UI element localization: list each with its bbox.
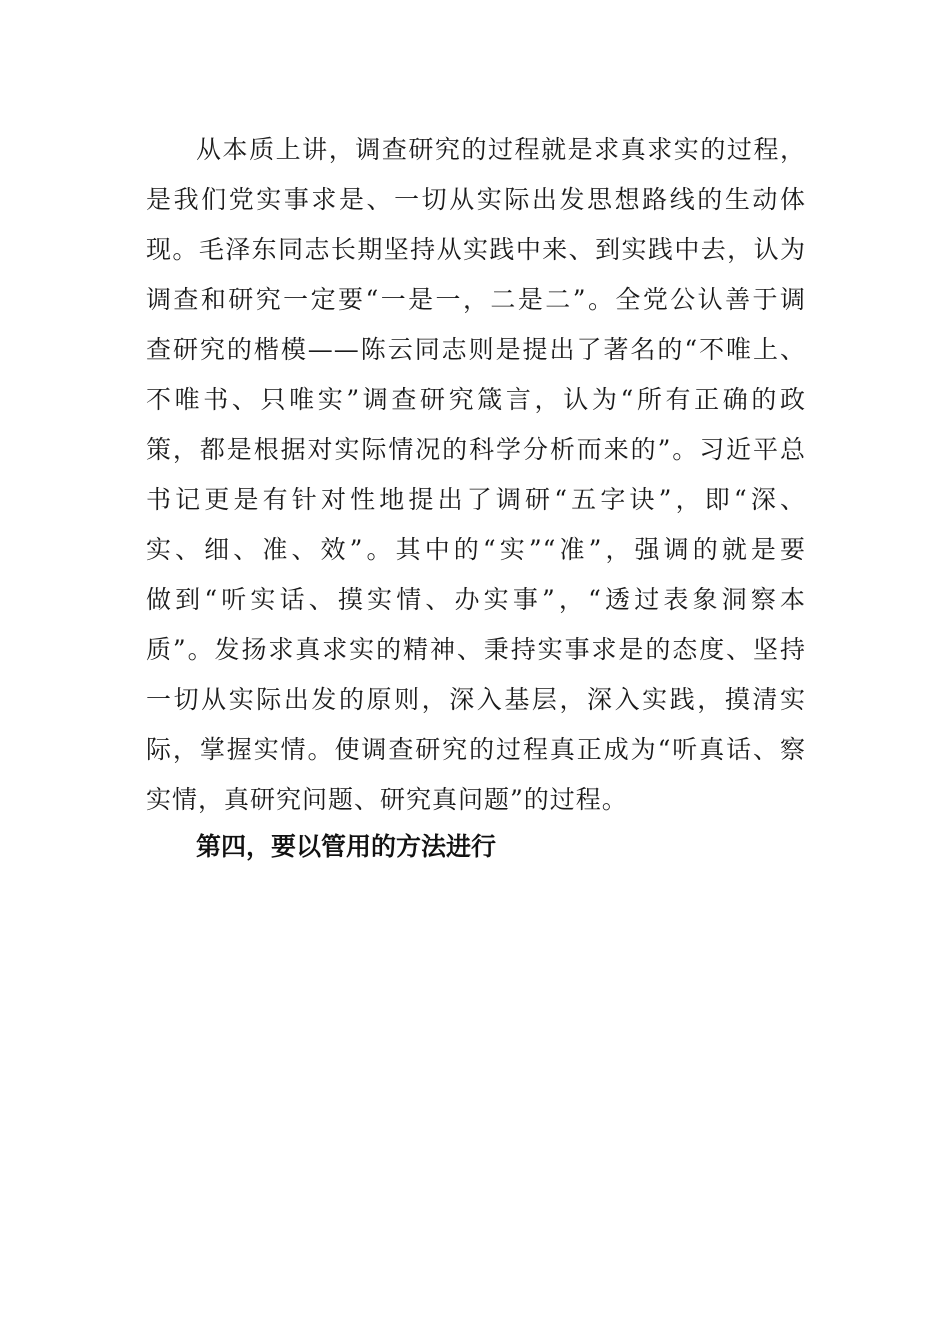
section-heading: 第四，要以管用的方法进行	[196, 832, 497, 861]
paragraph-line: 是我们党实事求是、一切从实际出发思想路线的生动体	[146, 185, 806, 214]
paragraph-line: 调查和研究一定要“一是一，二是二”。全党公认善于调	[146, 285, 806, 314]
paragraph-line: 际，掌握实情。使调查研究的过程真正成为“听真话、察	[146, 735, 806, 764]
paragraph-line: 策，都是根据对实际情况的科学分析而来的”。习近平总	[146, 435, 806, 464]
paragraph-line: 查研究的楷模——陈云同志则是提出了著名的“不唯上、	[146, 335, 806, 364]
paragraph-line: 实、细、准、效”。其中的“实”“准”，强调的就是要	[146, 535, 806, 564]
body-paragraph	[146, 125, 806, 825]
paragraph-line: 一切从实际出发的原则，深入基层，深入实践，摸清实	[146, 685, 806, 714]
paragraph-line: 不唯书、只唯实”调查研究箴言，认为“所有正确的政	[146, 385, 806, 414]
paragraph-line: 现。毛泽东同志长期坚持从实践中来、到实践中去，认为	[146, 235, 806, 264]
paragraph-line: 书记更是有针对性地提出了调研“五字诀”，即“深、	[146, 485, 806, 514]
paragraph-line: 实情，真研究问题、研究真问题”的过程。	[146, 785, 628, 814]
paragraph-line: 从本质上讲，调查研究的过程就是求真求实的过程，	[196, 135, 806, 164]
paragraph-line: 做到“听实话、摸实情、办实事”，“透过表象洞察本	[146, 585, 806, 614]
paragraph-line: 质”。发扬求真求实的精神、秉持实事求是的态度、坚持	[146, 635, 806, 664]
